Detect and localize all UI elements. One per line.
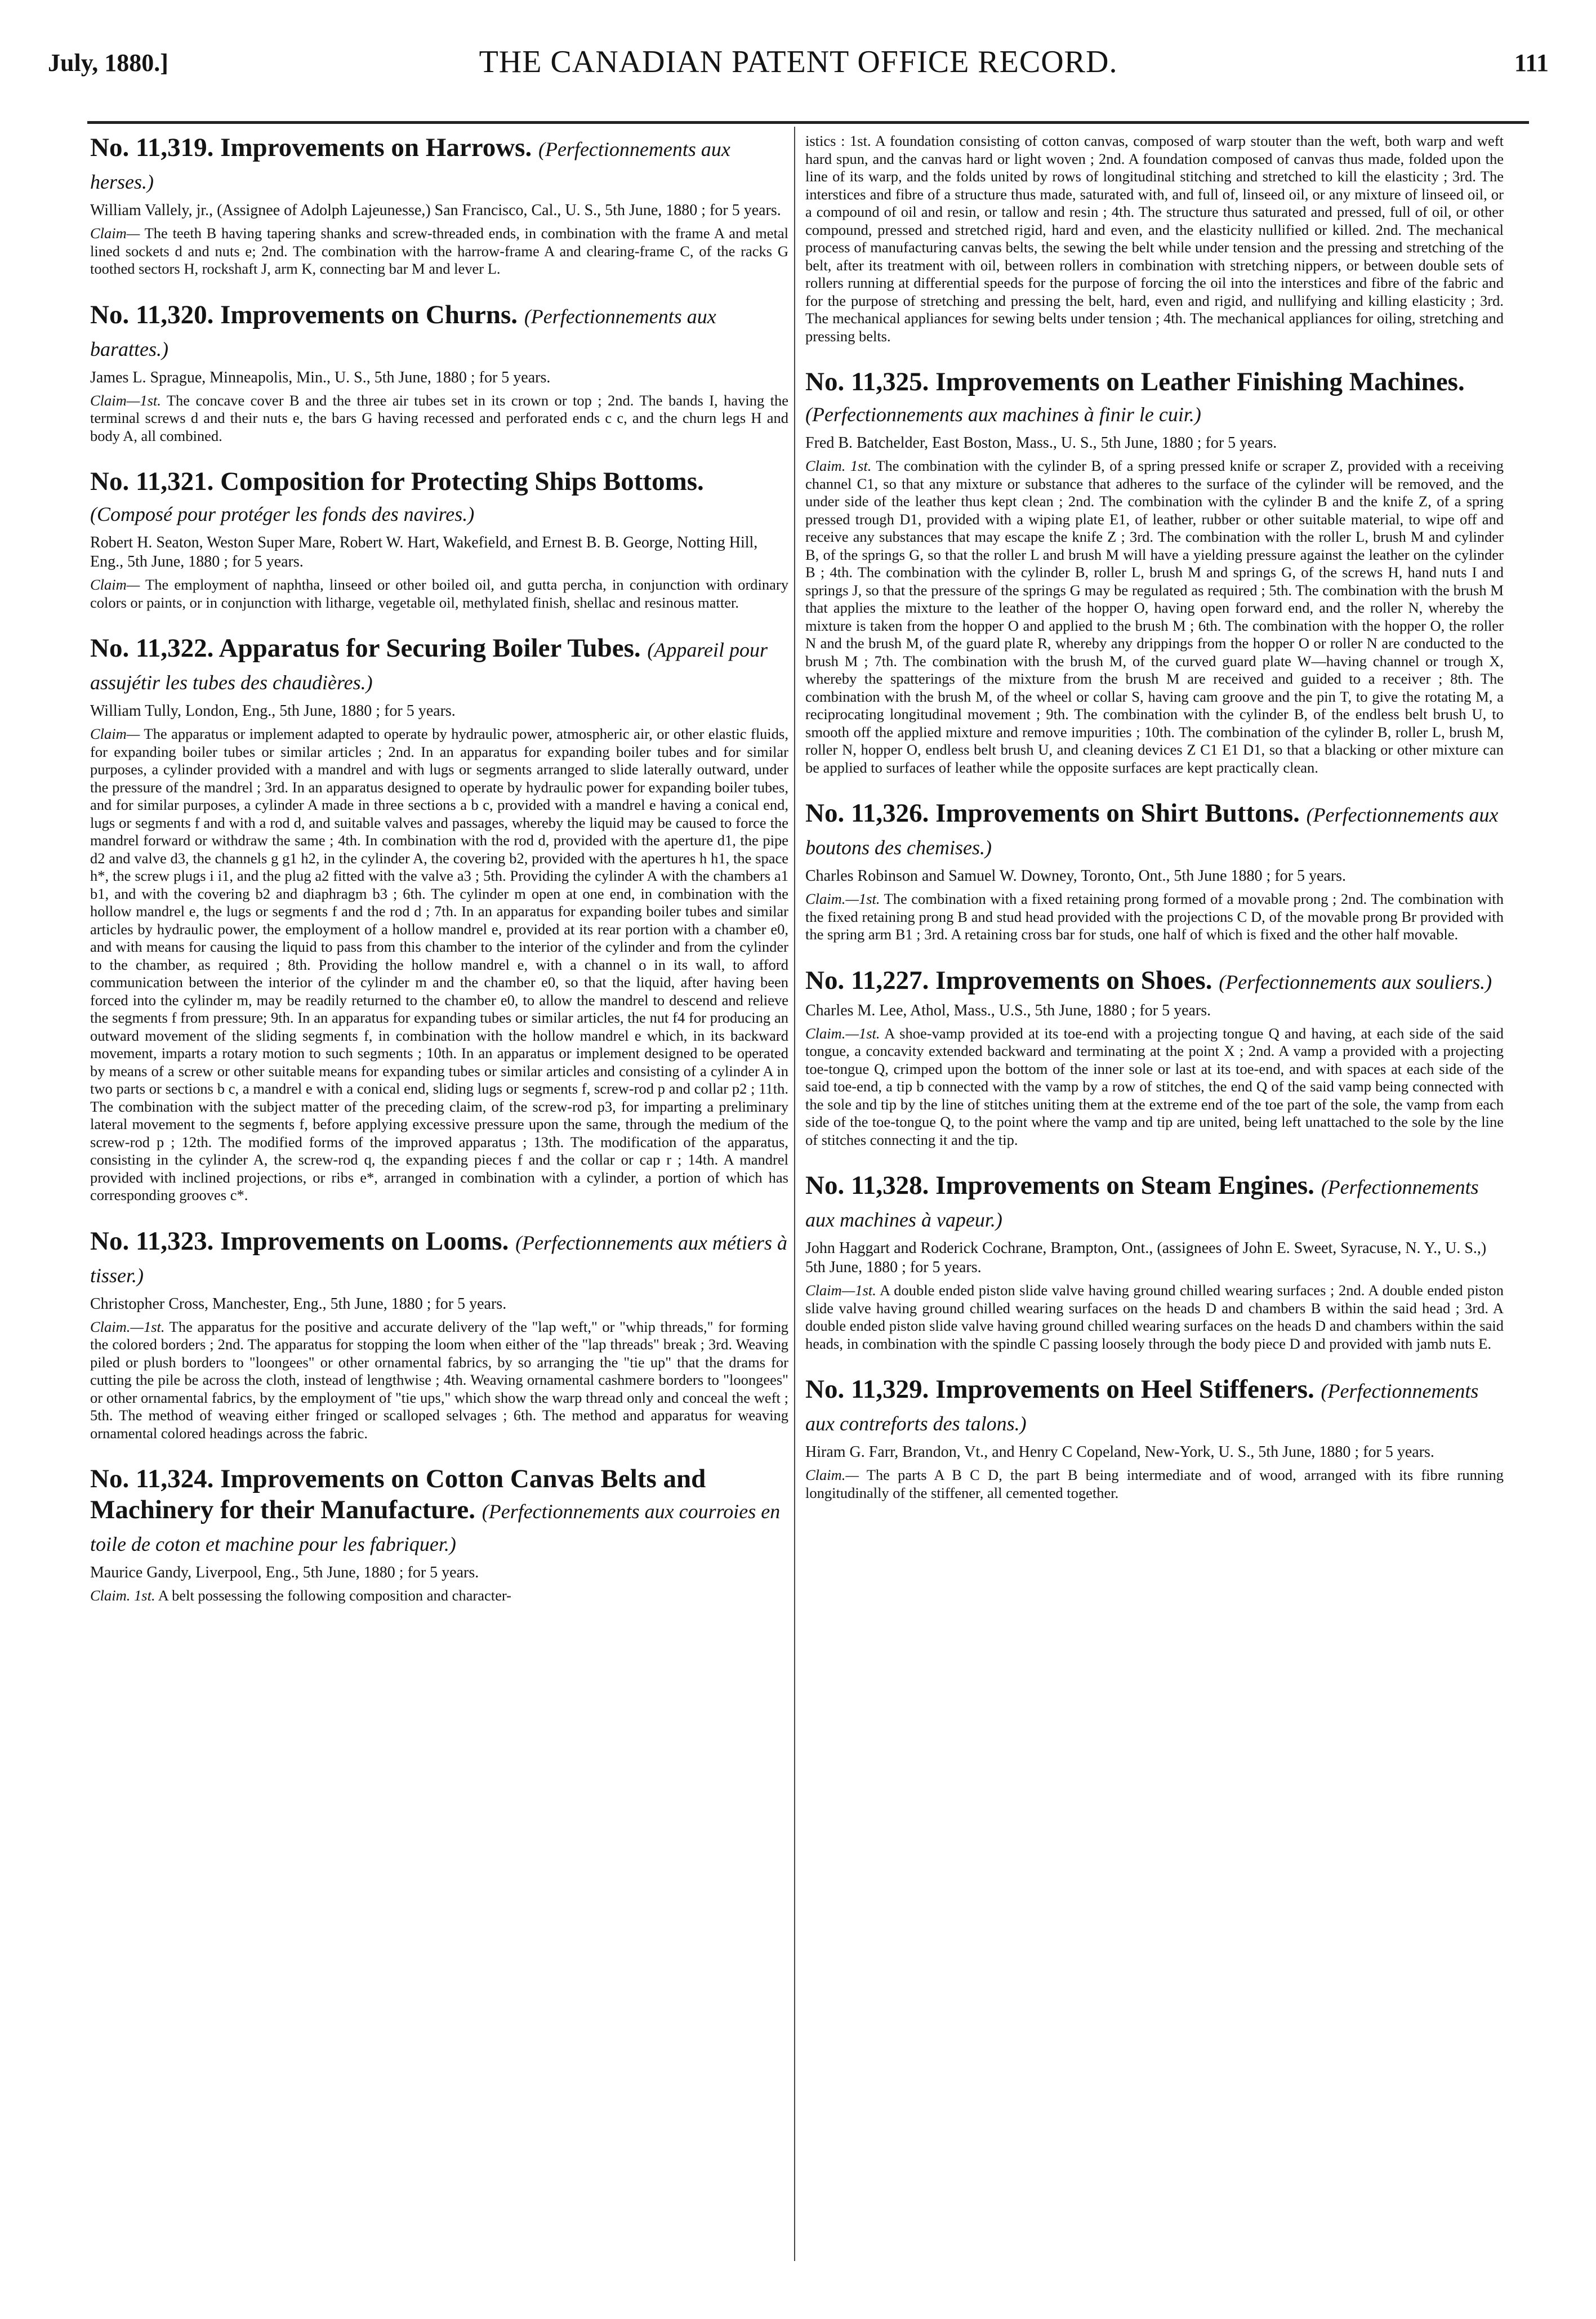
patent-entry: [90, 1226, 788, 1443]
patent-french-title: (Perfectionnements aux machines à vapeur.): [805, 1176, 1479, 1231]
patent-heading: [805, 1374, 1504, 1439]
patent-inventor-info: Fred B. Batchelder, East Boston, Mass., U. S., 5th June, 1880 ; for 5 years.: [805, 434, 1277, 452]
patent-title: Improvements on Harrows.: [220, 133, 532, 162]
patent-claim: [805, 457, 1504, 777]
patent-heading: [90, 132, 788, 198]
patent-inventor-info: William Vallely, jr., (Assignee of Adolph Lajeunesse,) San Francisco, Cal., U. S., 5th June, 1880 ; for 5 years.: [90, 202, 781, 219]
patent-claim: [90, 1587, 788, 1605]
claim-text: The concave cover B and the three air tubes set in its crown or top ; 2nd. The bands I, having the terminal screws d and their nuts e, the bars G having recessed and perforated ends c c, and the churn legs H and body A, all combined.: [90, 391, 788, 444]
page-header: [48, 44, 1549, 83]
patent-inventor-info: James L. Sprague, Minneapolis, Min., U. S., 5th June, 1880 ; for 5 years.: [90, 368, 551, 386]
patent-number: No. 11,227.: [805, 965, 929, 995]
page-number: 111: [1514, 49, 1549, 77]
claim-text: A belt possessing the following composition and character-: [158, 1587, 512, 1604]
patent-heading: [805, 798, 1504, 863]
patent-entry: [805, 1170, 1504, 1353]
patent-number: No. 11,322.: [90, 634, 214, 663]
claim-label: Claim—: [90, 576, 140, 593]
patent-inventor-info: Hiram G. Farr, Brandon, Vt., and Henry C Copeland, New-York, U. S., 5th June, 1880 ; for 5 years.: [805, 1443, 1434, 1461]
patent-french-title: (Perfectionnements aux machines à finir le cuir.): [805, 403, 1201, 426]
left-column: [90, 132, 788, 2255]
patent-heading: [90, 633, 788, 698]
claim-text: The combination with the cylinder B, of a spring pressed knife or scraper Z, provided with a receiving channel C1, so that any mixture or substance that adheres to the surface of the cylinder will be removed, and the under side of the leather thus kept clean ; 2nd. The combination with the cylinder B and the knife Z, of a spring pressed trough D1, provided with a wiping plate E1, of leather, rubber or other suitable material, to wipe off and receive any substances that may escape the knife Z ; 3rd. The combination with the roller L, brush M and cylinder B, of the springs G, so that the roller L and brush M will have a yielding pressure against the leather on the cylinder B ; 4th. The combination with the cylinder B, roller L, brush M and springs G, of the screws H, hand nuts I and springs J, so that the pressure of the springs G may be regulated as required ; 5th. The combination with the brush M that applies the mixture to the leather of the hopper O, having open forward end, and the roller N, whereby the mixture is taken from the hopper O and applied to the brush M ; 6th. The combination with the hopper O, the roller N and the brush M, of the guard plate R, whereby any drippings from the hopper O or roller N are conducted to the brush M ; 7th. The combination with the brush M, of the curved guard plate W—having channel or trough X, whereby the spatterings of the mixture from the brush M are received and guided to a receiver ; 8th. The combination with the brush M, of the wheel or collar S, having cam groove and the pin T, to give the rotating M, a reciprocating longitudinal movement ; 9th. The combination with the cylinder B, of the endless belt brush U, to smooth off the applied mixture and remove impurities ; 10th. The combination of the cylinder B, roller L, brush M, roller N, hopper O, endless belt brush U, and cleaning devices Z C1 E1 D1, so that a blacking or other mixture can be applied to surfaces of leather while the opposite surfaces are kept practically clean.: [805, 457, 1504, 776]
patent-number: No. 11,323.: [90, 1226, 214, 1256]
claim-label: Claim—: [90, 225, 140, 242]
patent-french-title: (Composé pour protéger les fonds des navires.): [90, 503, 475, 525]
patent-number: No. 11,326.: [805, 799, 929, 828]
patent-entry: [90, 633, 788, 1205]
patent-claim: [90, 576, 788, 612]
patent-number: No. 11,324.: [90, 1464, 214, 1493]
claim-label: Claim—1st.: [805, 1282, 876, 1299]
patent-inventor-info: Charles Robinson and Samuel W. Downey, Toronto, Ont., 5th June 1880 ; for 5 years.: [805, 867, 1347, 885]
patent-title: Improvements on Cotton Canvas Belts and Machinery for their Manufacture.: [90, 1464, 706, 1524]
patent-title: Improvements on Leather Finishing Machines.: [935, 367, 1465, 396]
claim-label: Claim.—1st.: [805, 1024, 880, 1042]
patent-french-title: (Perfectionnements aux boutons des chemises.): [805, 804, 1499, 859]
claim-text: A shoe-vamp provided at its toe-end with a projecting tongue Q and having, at each side of the said tongue, a concavity extended backward and terminating at the point X ; 2nd. A vamp a provided with a projecting toe-tongue Q, crimped upon the bottom of the inner sole or last at its toe-end, and with spaces at each side of the said toe-end, a tip b connected with the vamp by a row of stitches, the end Q of the said vamp being connected with the sole and tip by the line of stitches uniting them at the extreme end of the toe part of the sole, the vamp from each side of the toe-tongue Q, to the point where the vamp and tip are united, being left unattached to the sole by the line of stitches connecting it and the tip.: [805, 1024, 1504, 1148]
patent-entry: [90, 1464, 788, 1605]
patent-heading: [90, 466, 788, 530]
claim-text: The apparatus for the positive and accurate delivery of the "lap weft," or "whip threads," for forming the colored borders ; 2nd. The apparatus for stopping the loom when either of the "lap threads" break ; 3rd. Weaving piled or plush borders to "loongees" or other ornamental fabrics, by so arranging the "tie up" that the drams for cutting the pile be across the cloth, instead of lengthwise ; 4th. Weaving ornamental cashmere borders to "loongees" or other ornamental fabrics, by the employment of "tie ups," which show the warp thread only and conceal the weft ; 5th. The method of weaving either fringed or scalloped selvages ; 6th. The method and apparatus for weaving ornamental colored headings across the fabric.: [90, 1318, 788, 1442]
patent-heading: [90, 1226, 788, 1291]
patent-heading: [805, 367, 1504, 430]
patent-title: Improvements on Looms.: [220, 1226, 509, 1256]
patent-inventor-info: William Tully, London, Eng., 5th June, 1880 ; for 5 years.: [90, 702, 456, 720]
patent-claim: [805, 1025, 1504, 1149]
patent-french-title: (Perfectionnements aux barattes.): [90, 305, 716, 360]
patent-title: Improvements on Shoes.: [935, 965, 1212, 995]
publication-title: THE CANADIAN PATENT OFFICE RECORD.: [479, 44, 1118, 79]
patent-heading: [90, 300, 788, 365]
patent-title: Improvements on Shirt Buttons.: [935, 799, 1300, 828]
patent-claim: [805, 890, 1504, 944]
patent-number: No. 11,319.: [90, 133, 214, 162]
patent-inventor-info: Maurice Gandy, Liverpool, Eng., 5th June, 1880 ; for 5 years.: [90, 1564, 479, 1581]
patent-entry: [90, 466, 788, 612]
patent-french-title: (Perfectionnements aux contreforts des talons.): [805, 1380, 1479, 1435]
patent-french-title: (Appareil pour assujétir les tubes des chaudières.): [90, 639, 768, 694]
patent-inventor-info: John Haggart and Roderick Cochrane, Brampton, Ont., (assignees of John E. Sweet, Syracuse, N. Y., U. S.,) 5th June, 1880 ; for 5 years.: [805, 1239, 1487, 1276]
patent-entry: [805, 965, 1504, 1149]
claim-text: The combination with a fixed retaining prong formed of a movable prong ; 2nd. The combination with the fixed retaining prong B and stud head provided with the projections C D, of the movable prong Br provided with the spring arm B1 ; 3rd. A retaining cross bar for studs, one half of which is fixed and the other half movable.: [805, 890, 1504, 943]
patent-inventor-info: Christopher Cross, Manchester, Eng., 5th June, 1880 ; for 5 years.: [90, 1295, 507, 1313]
patent-claim: [90, 225, 788, 278]
patent-french-title: (Perfectionnements aux métiers à tisser.): [90, 1231, 787, 1287]
patent-number: No. 11,325.: [805, 367, 929, 396]
claim-text: The employment of naphtha, linseed or other boiled oil, and gutta percha, in conjunction with ordinary colors or paints, or in conjunction with litharge, vegetable oil, methylated finish, shellac and resinous matter.: [90, 576, 788, 611]
patent-heading: [90, 1464, 788, 1560]
patent-inventor-info: Robert H. Seaton, Weston Super Mare, Robert W. Hart, Wakefield, and Ernest B. B. George, Notting Hill, Eng., 5th June, 1880 ; for 5 years.: [90, 534, 758, 570]
patent-title: Apparatus for Securing Boiler Tubes.: [219, 634, 641, 663]
claim-label: Claim—: [90, 725, 140, 742]
patent-entry: [805, 798, 1504, 944]
patent-claim: [90, 1318, 788, 1443]
patent-number: No. 11,321.: [90, 467, 214, 496]
patent-number: No. 11,320.: [90, 300, 214, 329]
patent-claim: [90, 392, 788, 445]
continued-claim-text: istics : 1st. A foundation consisting of cotton canvas, composed of warp stouter than the weft, both warp and weft hard spun, and the canvas hard or light woven ; 2nd. A foundation composed of canvas thus made, folded upon the line of its warp, and the folds united by rows of longitudinal stitching and stretched to kill the elasticity ; 3rd. The interstices and fibre of a structure thus made, saturated with, and full of, linseed oil, or any mixture of linseed oil, or a compound of oil and resin, or tallow and resin ; 4th. The structure thus saturated and pressed, full of oil, or other compound, pressed and stretched rigid, hard and even, and the elasticity nullified or killed. 2nd. The mechanical process of manufacturing canvas belts, the sewing the belt while under tension and the pressing and stretching of the belt, after its treatment with oil, between rollers in combination with stretching nippers, or between double sets of rollers running at differential speeds for the purpose of forcing the oil into the interstices and fibre of the fabric and for the purpose of stretching and pressing the belt, hard, even and rigid, and nullifying and killing elasticity ; 3rd. The mechanical appliances for sewing belts under tension ; 4th. The mechanical appliances for oiling, stretching and pressing belts.: [805, 132, 1504, 345]
patent-title: Improvements on Steam Engines.: [935, 1171, 1314, 1200]
patent-title: Improvements on Heel Stiffeners.: [935, 1375, 1314, 1404]
claim-text: The teeth B having tapering shanks and screw-threaded ends, in combination with the frame A and metal lined sockets d and nuts e; 2nd. The combination with the harrow-frame A and clearing-frame C, of the racks G toothed sectors H, rockshaft J, arm K, connecting bar M and lever L.: [90, 225, 788, 277]
patent-entry: [90, 132, 788, 278]
claim-label: Claim. 1st.: [90, 1587, 155, 1604]
patent-title: Improvements on Churns.: [220, 300, 518, 329]
claim-label: Claim.—1st.: [805, 890, 880, 907]
column-divider: [794, 127, 795, 2261]
patent-heading: [805, 965, 1504, 998]
patent-french-title: (Perfectionnements aux souliers.): [1219, 970, 1492, 993]
patent-entry: [805, 1374, 1504, 1502]
issue-date: July, 1880.]: [48, 49, 168, 77]
patent-french-title: (Perfectionnements aux herses.): [90, 138, 730, 193]
patent-number: No. 11,329.: [805, 1375, 929, 1404]
claim-text: The apparatus or implement adapted to operate by hydraulic power, atmospheric air, or other elastic fluids, for expanding boiler tubes or similar articles ; 2nd. In an apparatus for expanding boiler tubes and for similar purposes, a cylinder provided with a mandrel and with lugs or segments arranged to slide laterally outward, under the pressure of the mandrel ; 3rd. In an apparatus designed to operate by hydraulic power for expanding boiler tubes, and for similar purposes, a cylinder A made in three sections a b c, provided with a mandrel e having a conical end, lugs or segments f and with a rod d, and suitable valves and passages, whereby the liquid may be caused to force the mandrel forward or withdraw the same ; 4th. In combination with the rod d, provided with the aperture d1, the pipe d2 and valve d3, the channels g g1 h2, in the cylinder A, the covering b2, provided with the apertures h h1, the space h*, the screw plugs i i1, and the plug a2 fitted with the valve a3 ; 5th. Providing the cylinder A with the chambers a1 b1, and with the covering b2 and diaphragm b3 ; 6th. The cylinder m open at one end, in combination with the hollow mandrel e, the lugs or segments f and the rod d ; 7th. In an apparatus for expanding boiler tubes and similar articles by hydraulic power, the employment of a hollow mandrel e, provided at its rear portion with a chamber e0, and with means for causing the liquid to pass from this chamber to the interior of the cylinder and from the cylinder to the chamber, as required ; 8th. Providing the hollow mandrel e, with a channel o in its wall, to afford communication between the interior of the cylinder m and the chamber e0, so that the liquid, after having been forced into the cylinder m, may be readily returned to the chamber e0, to allow the mandrel to descend and relieve the segments f from pressure; 9th. In an apparatus for expanding tubes or similar articles, the nut f4 for producing an outward movement of the sliding segments f, in combination with the hollow mandrel e which, in its backward movement, imparts a rotary motion to such segments ; 10th. In an apparatus or implement designed to be operated by means of a screw or other suitable means for expanding tubes or similar articles and consisting of a cylinder A in two parts or sections b c, a mandrel e with a conical end, sliding lugs or segments f, screw-rod p and collar p2 ; 11th. The combination with the subject matter of the preceding claim, of the screw-rod p3, for imparting a preliminary lateral movement to the segments f, before applying excessive pressure upon the same, through the medium of the screw-rod p ; 12th. The modified forms of the improved apparatus ; 13th. The modification of the apparatus, consisting in the cylinder A, the screw-rod q, the expanding pieces f and the collar or cap r ; 14th. A mandrel provided with inclined projections, or ribs e*, arranged in combination with a cylinder, a portion of which has corresponding grooves c*.: [90, 725, 788, 1203]
claim-text: The parts A B C D, the part B being intermediate and of wood, arranged with its fibre running longitudinally of the stiffener, all cemented together.: [805, 1466, 1504, 1501]
patent-claim: [90, 725, 788, 1205]
patent-inventor-info: Charles M. Lee, Athol, Mass., U.S., 5th June, 1880 ; for 5 years.: [805, 1001, 1211, 1019]
claim-label: Claim—1st.: [90, 391, 161, 409]
claim-label: Claim.—1st.: [90, 1318, 165, 1335]
right-column: [805, 132, 1504, 2255]
patent-entry: [805, 367, 1504, 777]
claim-label: Claim. 1st.: [805, 457, 872, 474]
claim-text: A double ended piston slide valve having ground chilled wearing surfaces ; 2nd. A double ended piston slide valve having ground chilled wearing surfaces on the heads D and chambers B within the said head ; 3rd. A double ended piston slide valve having ground chilled wearing surfaces on the heads D and chambers within the said heads, in combination with the spindle C passing loosely through the body piece D and provided with jamb nuts E.: [805, 1282, 1504, 1352]
patent-entry: [90, 300, 788, 445]
patent-claim: [805, 1466, 1504, 1502]
patent-claim: [805, 1282, 1504, 1353]
claim-label: Claim.—: [805, 1466, 859, 1483]
patent-number: No. 11,328.: [805, 1171, 929, 1200]
patent-french-title: (Perfectionnements aux courroies en toile de coton et machine pour les fabriquer.): [90, 1500, 781, 1555]
patent-heading: [805, 1170, 1504, 1236]
patent-title: Composition for Protecting Ships Bottoms.: [220, 467, 704, 496]
